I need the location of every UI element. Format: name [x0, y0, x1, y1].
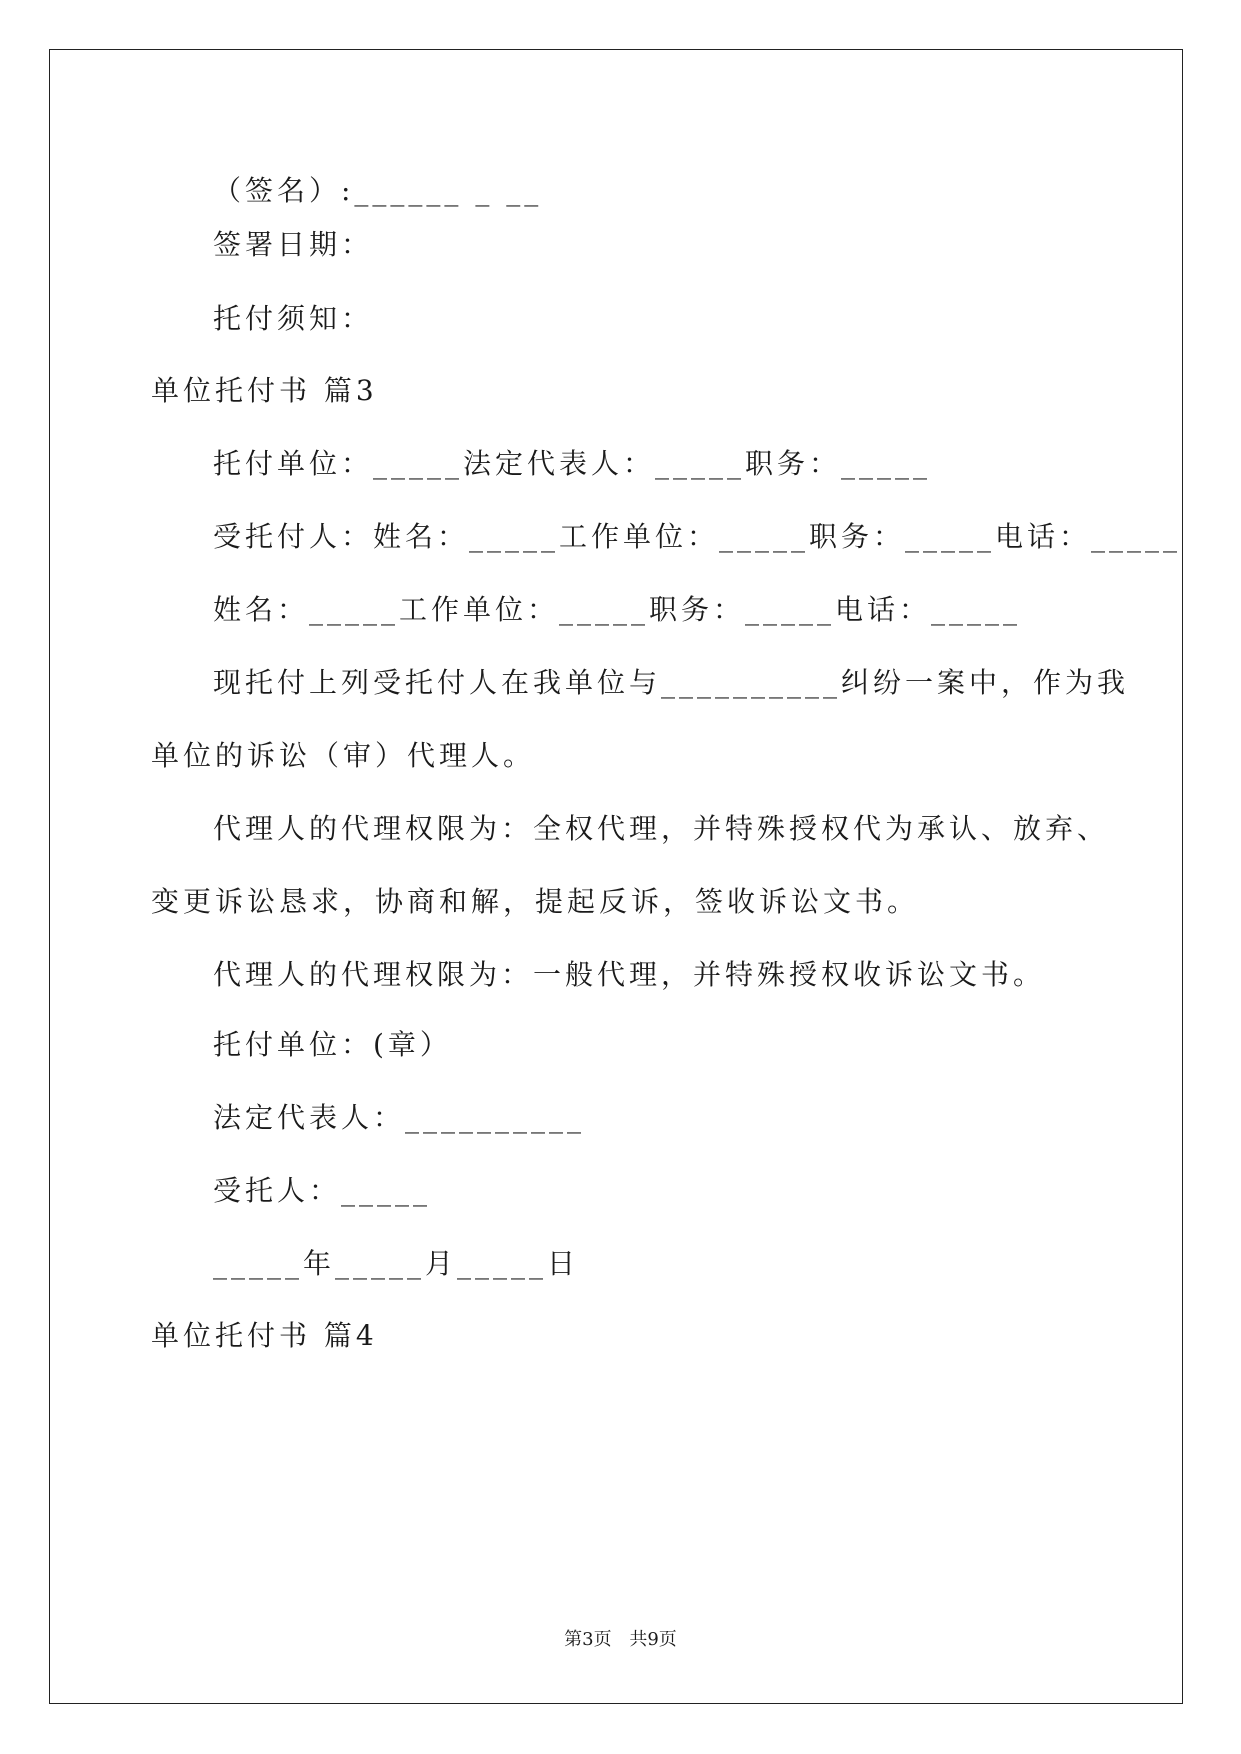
page-number: 第3页 [564, 1629, 612, 1650]
paragraph-entrust-1: 现托付上列受托付人在我单位与__________纠纷一案中，作为我 [213, 666, 1130, 699]
page-total: 共9页 [629, 1629, 677, 1650]
notice-label: 托付须知： [213, 302, 374, 335]
legal-representative-line: 法定代表人：__________ [213, 1101, 586, 1134]
sign-date-label: 签署日期： [213, 228, 374, 261]
date-line: _____年_____月_____日 [213, 1247, 580, 1280]
paragraph-general-agency: 代理人的代理权限为：一般代理，并特殊授权收诉讼文书。 [213, 958, 1046, 991]
page-border [49, 49, 1183, 1704]
trustee-signature-line: 受托人：_____ [213, 1174, 432, 1207]
trustee-line-1: 受托付人：姓名：_____工作单位：_____职务：_____电话：_____ [213, 520, 1182, 553]
section-heading-3: 单位托付书 篇3 [151, 374, 378, 407]
trustee-line-2: 姓名：_____工作单位：_____职务：_____电话：_____ [213, 593, 1022, 626]
paragraph-full-agency-1: 代理人的代理权限为：全权代理，并特殊授权代为承认、放弃、 [213, 812, 1110, 845]
section-heading-4: 单位托付书 篇4 [151, 1319, 378, 1352]
paragraph-entrust-2: 单位的诉讼（审）代理人。 [151, 739, 536, 772]
page-footer [0, 1625, 1241, 1651]
entrusting-unit-line: 托付单位：_____法定代表人：_____职务：_____ [213, 447, 932, 480]
signature-line: （签名）:______ _ __ [213, 174, 543, 207]
paragraph-full-agency-2: 变更诉讼恳求，协商和解，提起反诉，签收诉讼文书。 [151, 885, 920, 918]
entrusting-unit-seal: 托付单位：(章） [213, 1028, 452, 1061]
